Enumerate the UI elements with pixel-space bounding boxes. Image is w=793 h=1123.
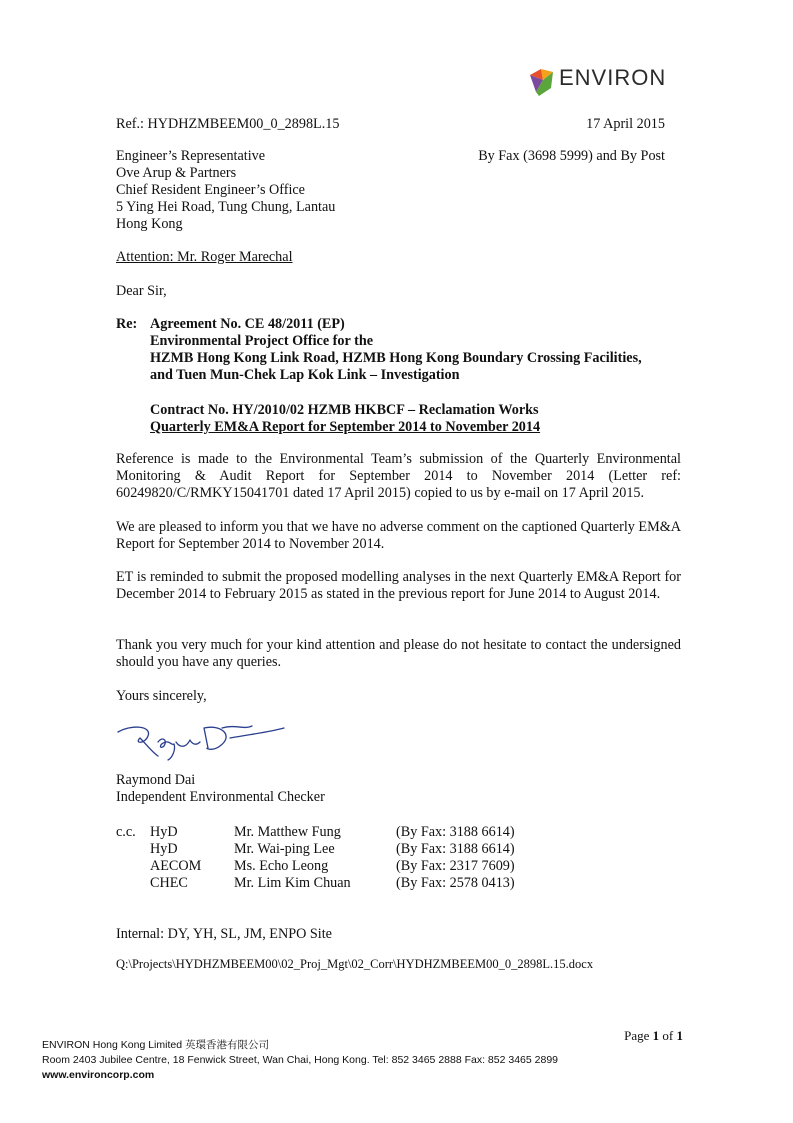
address-line: Ove Arup & Partners <box>116 165 237 181</box>
cc-name: Mr. Lim Kim Chuan <box>234 875 351 891</box>
page-number: Page 1 of 1 <box>624 1028 683 1043</box>
footer-address: Room 2403 Jubilee Centre, 18 Fenwick Street, Wan Chai, Hong Kong. Tel: 852 3465 2888 Fax: 852 3465 2899 <box>42 1054 558 1066</box>
footer-website[interactable]: www.environcorp.com <box>42 1069 155 1081</box>
cc-fax: (By Fax: 3188 6614) <box>396 841 515 857</box>
subject-line: Agreement No. CE 48/2011 (EP) <box>150 316 345 332</box>
cc-row <box>116 841 515 858</box>
recipient-address <box>116 148 335 233</box>
cc-org: HyD <box>150 841 178 857</box>
closing: Yours sincerely, <box>116 688 207 704</box>
address-line: Hong Kong <box>116 216 183 232</box>
subject-label: Re: <box>116 316 138 332</box>
subject-line: Environmental Project Office for the <box>150 333 374 349</box>
subject-line: HZMB Hong Kong Link Road, HZMB Hong Kong Boundary Crossing Facilities, <box>150 350 642 366</box>
environ-logo <box>527 66 677 100</box>
salutation: Dear Sir, <box>116 283 167 299</box>
attention-line: Attention: Mr. Roger Marechal <box>116 249 293 265</box>
cc-fax: (By Fax: 3188 6614) <box>396 824 515 840</box>
delivery-method: By Fax (3698 5999) and By Post <box>478 148 665 164</box>
signer-name: Raymond Dai <box>116 772 196 788</box>
handwritten-signature <box>112 714 292 766</box>
body-paragraph: We are pleased to inform you that we have no adverse comment on the captioned Quarterly EM&A Report for September 2014 to November 2014. <box>116 519 681 552</box>
footer-company: ENVIRON Hong Kong Limited 英環香港有限公司 <box>42 1039 269 1051</box>
cc-org: CHEC <box>150 875 188 891</box>
internal-distribution: Internal: DY, YH, SL, JM, ENPO Site <box>116 926 332 942</box>
address-line: 5 Ying Hei Road, Tung Chung, Lantau <box>116 199 336 215</box>
letter-date: 17 April 2015 <box>586 116 665 132</box>
signer-block <box>116 772 325 806</box>
subject-lines <box>150 316 690 384</box>
cc-fax: (By Fax: 2317 7609) <box>396 858 515 874</box>
address-line: Chief Resident Engineer’s Office <box>116 182 305 198</box>
cc-row <box>116 875 515 892</box>
contract-block <box>150 402 690 436</box>
environ-logo-text: ENVIRON <box>559 65 667 90</box>
cc-table <box>116 824 515 892</box>
contract-line: Contract No. HY/2010/02 HZMB HKBCF – Reclamation Works <box>150 402 539 418</box>
body-paragraph: Thank you very much for your kind attention and please do not hesitate to contact the undersigned should you have any queries. <box>116 637 681 670</box>
cc-list <box>116 824 515 892</box>
report-title: Quarterly EM&A Report for September 2014 to November 2014 <box>150 419 541 435</box>
cc-fax: (By Fax: 2578 0413) <box>396 875 515 891</box>
cc-label: c.c. <box>116 824 136 840</box>
file-path: Q:\Projects\HYDHZMBEEM00\02_Proj_Mgt\02_Corr\HYDHZMBEEM00_0_2898L.15.docx <box>116 957 594 971</box>
reference-number: Ref.: HYDHZMBEEM00_0_2898L.15 <box>116 116 340 132</box>
cc-name: Mr. Wai-ping Lee <box>234 841 335 857</box>
signer-title: Independent Environmental Checker <box>116 789 325 805</box>
cc-row <box>116 824 515 841</box>
cc-org: AECOM <box>150 858 202 874</box>
body-paragraph: ET is reminded to submit the proposed modelling analyses in the next Quarterly EM&A Report for December 2014 to February 2015 as stated in the previous report for June 2014 to August 2014. <box>116 569 681 602</box>
environ-logo-mark-icon <box>527 66 557 100</box>
address-line: Engineer’s Representative <box>116 148 266 164</box>
page-footer <box>42 1038 558 1083</box>
subject-line: and Tuen Mun-Chek Lap Kok Link – Investigation <box>150 367 460 383</box>
cc-row <box>116 858 515 875</box>
cc-org: HyD <box>150 824 178 840</box>
cc-name: Mr. Matthew Fung <box>234 824 341 840</box>
cc-name: Ms. Echo Leong <box>234 858 329 874</box>
body-paragraph: Reference is made to the Environmental Team’s submission of the Quarterly Environmental Monitoring & Audit Report for September 2014 to November 2014 (Letter ref: 60249820/C/RMKY15041701 dated 17 April 2015) copied to us by e-mail on 17 April 2015. <box>116 451 681 501</box>
